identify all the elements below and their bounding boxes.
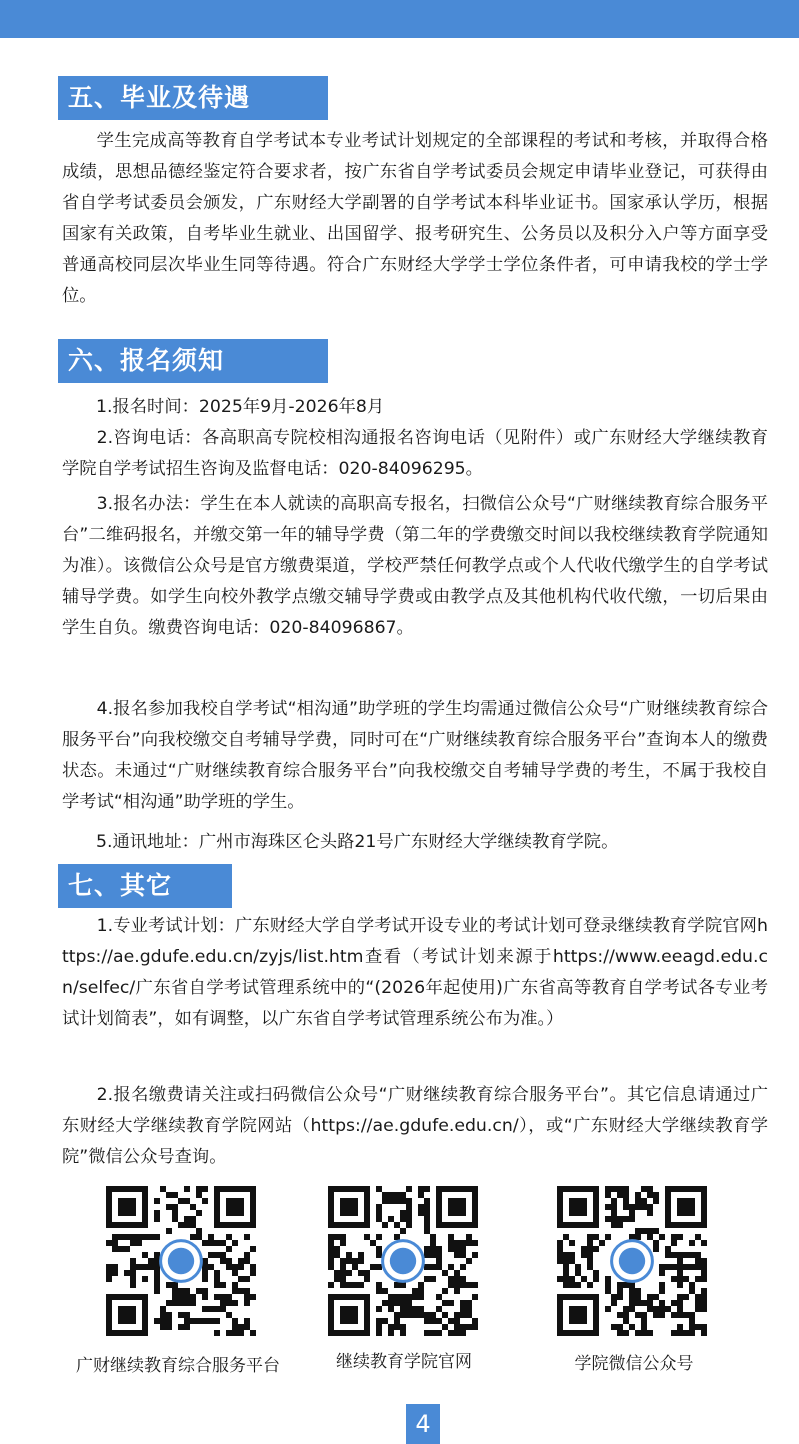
registration-payment: 4.报名参加我校自学考试“相沟通”助学班的学生均需通过微信公众号“广财继续教育综合服务平台”向我校缴交自考辅导学费，同时可在“广财继续教育综合服务平台”查询本人的缴费状态。未通过“广财继续教育综合服务平台”向我校缴交自考辅导学费的考生，不属于我校自学考试“相沟通”助学班的学生。 (62, 699, 768, 812)
graduation-paragraph: 学生完成高等教育自学考试本专业考试计划规定的全部课程的考试和考核，并取得合格成绩，思想品德经鉴定符合要求者，按广东省自学考试委员会规定申请毕业登记，可获得由省自学考试委员会颁发，广东财经大学副署的自学考试本科毕业证书。国家承认学历，根据国家有关政策，自考毕业生就业、出国留学、报考研究生、公务员以及积分入户等方面享受普通高校同层次毕业生同等待遇。符合广东财经大学学士学位条件者，可申请我校的学士学位。 (62, 131, 768, 306)
registration-time: 1.报名时间：2025年9月-2026年8月 (96, 397, 385, 417)
exam-plan-paragraph: 1.专业考试计划：广东财经大学自学考试开设专业的考试计划可登录继续教育学院官网https://ae.gdufe.edu.cn/zyjs/list.htm查看（考试计划来源于https://www.eeagd.edu.cn/selfec/广东省自学考试管理系统中的“(2026年起使用)广东省高等教育自学考试各专业考试计划简表”，如有调整，以广东省自学考试管理系统公布为准。） (62, 916, 768, 1029)
registration-method: 3.报名办法：学生在本人就读的高职高专报名，扫微信公众号“广财继续教育综合服务平台”二维码报名，并缴交第一年的辅导学费（第二年的学费缴交时间以我校继续教育学院通知为准）。该微信公众号是官方缴费渠道，学校严禁任何教学点或个人代收代缴学生的自学考试辅导学费。如学生向校外教学点缴交辅导学费或由教学点及其他机构代收代缴，一切后果由学生自负。缴费咨询电话：020-84096867。 (62, 494, 768, 638)
section-heading-graduation: 五、毕业及待遇 (58, 76, 328, 120)
registration-phone: 2.咨询电话：各高职高专院校相沟通报名咨询电话（见附件）或广东财经大学继续教育学院自学考试招生咨询及监督电话：020-84096295。 (62, 428, 768, 479)
qr-caption-wechat-account: 学院微信公众号 (574, 1354, 694, 1374)
top-banner (0, 0, 799, 38)
qr-code-wechat-account[interactable] (557, 1186, 707, 1336)
contact-paragraph: 2.报名缴费请关注或扫码微信公众号“广财继续教育综合服务平台”。其它信息请通过广东财经大学继续教育学院网站（https://ae.gdufe.edu.cn/），或“广东财经大学继续教育学院”微信公众号查询。 (62, 1085, 768, 1167)
section-heading-other: 七、其它 (58, 864, 232, 908)
page-number: 4 (406, 1404, 440, 1444)
qr-caption-service-platform: 广财继续教育综合服务平台 (76, 1356, 280, 1376)
registration-address: 5.通讯地址：广州市海珠区仑头路21号广东财经大学继续教育学院。 (96, 832, 619, 852)
qr-code-service-platform[interactable] (106, 1186, 256, 1336)
section-heading-registration: 六、报名须知 (58, 339, 328, 383)
qr-code-college-website[interactable] (328, 1186, 478, 1336)
qr-caption-college-website: 继续教育学院官网 (336, 1352, 472, 1372)
